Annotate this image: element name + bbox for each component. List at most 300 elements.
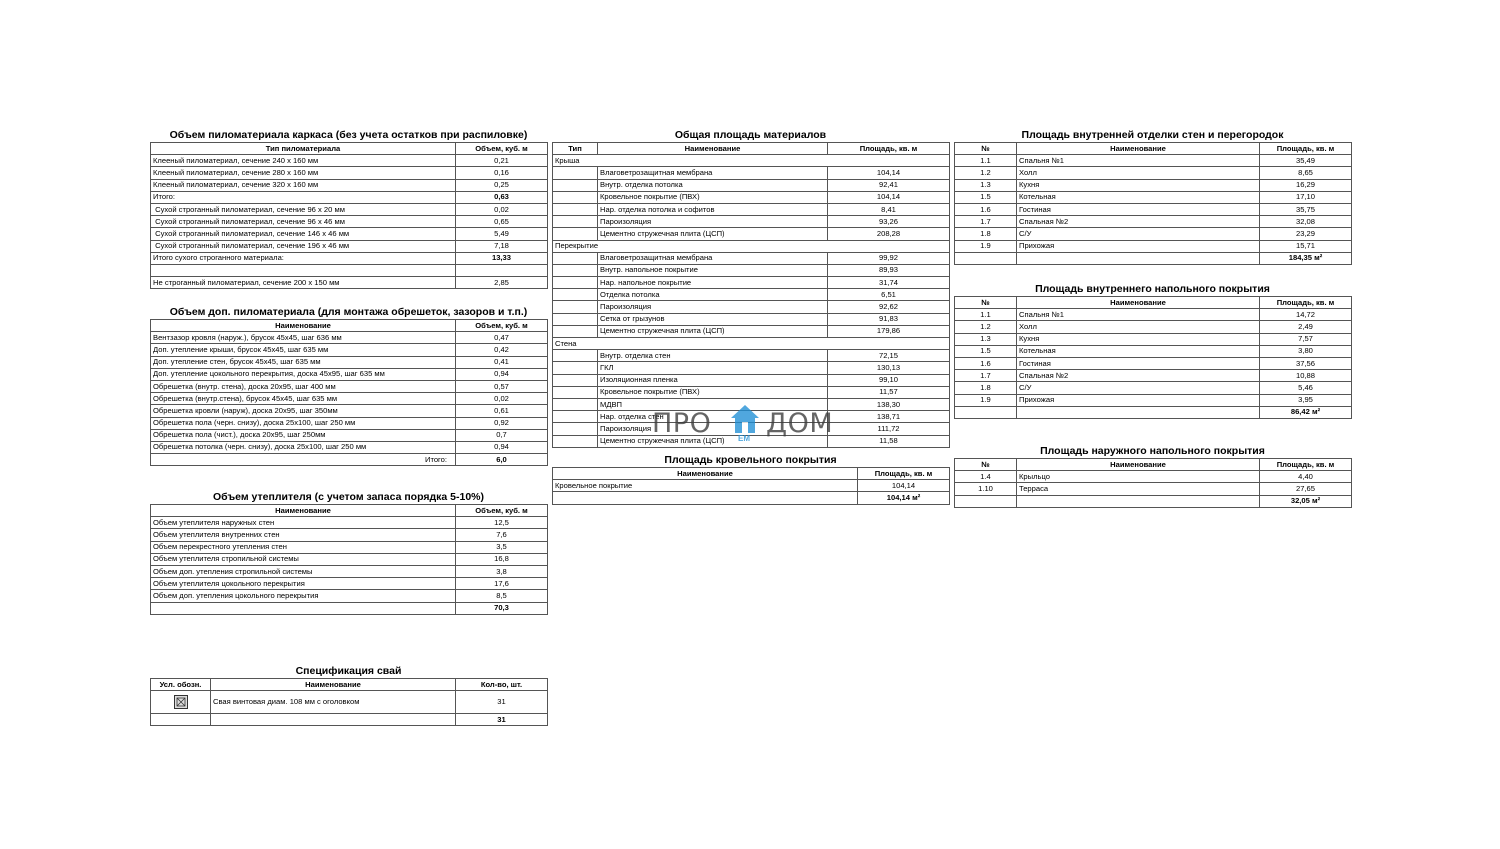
- table-cell: 3,95: [1260, 394, 1352, 406]
- table-row: [151, 405, 548, 417]
- roofing-table: [552, 467, 950, 505]
- group-label-floor: Перекрытие: [553, 240, 950, 252]
- table-row: [955, 321, 1352, 333]
- table-cell: 104,14: [828, 191, 950, 203]
- table-cell: 0,42: [456, 344, 548, 356]
- table-cell: Клееный пиломатериал, сечение 280 x 160 мм: [151, 167, 456, 179]
- table-cell: Объем перекрестного утепления стен: [151, 541, 456, 553]
- table-cell: 1.5: [955, 191, 1017, 203]
- header-number: №: [955, 459, 1017, 471]
- total-value: 184,35 м²: [1260, 252, 1352, 264]
- table-cell: 7,18: [456, 240, 548, 252]
- total-value: 86,42 м²: [1260, 406, 1352, 418]
- table-cell: 16,29: [1260, 179, 1352, 191]
- table-cell: [151, 691, 211, 714]
- table-row: [151, 277, 548, 289]
- table-cell: 15,71: [1260, 240, 1352, 252]
- table-row: [955, 203, 1352, 215]
- table-cell: 14,72: [1260, 309, 1352, 321]
- table-cell: 23,29: [1260, 228, 1352, 240]
- table-cell: Спальная №2: [1017, 216, 1260, 228]
- group-row: [553, 155, 950, 167]
- table-row: [553, 362, 950, 374]
- header-name: Наименование: [151, 505, 456, 517]
- table-cell: [553, 301, 598, 313]
- total-row: [553, 492, 950, 504]
- header-volume: Объем, куб. м: [456, 143, 548, 155]
- table-cell: Доп. утепление стен, брусок 45x45, шаг 635 мм: [151, 356, 456, 368]
- table-cell: Клееный пиломатериал, сечение 320 x 160 мм: [151, 179, 456, 191]
- table-row: [151, 167, 548, 179]
- table-cell: 13,33: [456, 252, 548, 264]
- table-cell: 1.5: [955, 345, 1017, 357]
- table-row: [955, 382, 1352, 394]
- header-name: Наименование: [211, 679, 456, 691]
- table-cell: Сетка от грызунов: [598, 313, 828, 325]
- table-row: [151, 228, 548, 240]
- watermark-sub-text: ЕМ: [738, 434, 750, 443]
- table-cell: [553, 386, 598, 398]
- table-cell: 138,30: [828, 398, 950, 410]
- table-row: [151, 332, 548, 344]
- table-cell: Сухой строганный пиломатериал, сечение 146 x 46 мм: [151, 228, 456, 240]
- table-cell: 0,16: [456, 167, 548, 179]
- table-cell: Кухня: [1017, 333, 1260, 345]
- table-row: [955, 394, 1352, 406]
- table-cell: 1.2: [955, 321, 1017, 333]
- table-row: [151, 590, 548, 602]
- group-label-wall: Стена: [553, 338, 950, 350]
- total-value: 6,0: [456, 454, 548, 466]
- header-name: Наименование: [598, 143, 828, 155]
- subtotal-row: [151, 191, 548, 203]
- table-cell: [553, 411, 598, 423]
- table-row: [553, 179, 950, 191]
- header-name: Наименование: [151, 320, 456, 332]
- header-type: Тип: [553, 143, 598, 155]
- table-cell: 7,57: [1260, 333, 1352, 345]
- table-cell: 1.2: [955, 167, 1017, 179]
- table-cell: 17,10: [1260, 191, 1352, 203]
- group-row: [553, 338, 950, 350]
- table-row: [151, 529, 548, 541]
- table-cell: Внутр. напольное покрытие: [598, 264, 828, 276]
- table-cell: 0,63: [456, 191, 548, 203]
- table-cell: 4,40: [1260, 471, 1352, 483]
- materials-section: [552, 129, 949, 448]
- table-row: [151, 155, 548, 167]
- table-cell: 1.4: [955, 471, 1017, 483]
- table-cell: Обрешетка кровли (наруж), доска 20x95, шаг 350мм: [151, 405, 456, 417]
- table-cell: [553, 435, 598, 447]
- table-cell: Холл: [1017, 167, 1260, 179]
- table-cell: Обрешетка потолка (черн. снизу), доска 25x100, шаг 250 мм: [151, 441, 456, 453]
- table-cell: [553, 277, 598, 289]
- table-cell: 0,47: [456, 332, 548, 344]
- table-cell: [553, 423, 598, 435]
- table-cell: 2,85: [456, 277, 548, 289]
- table-cell: [553, 228, 598, 240]
- table-cell: 0,92: [456, 417, 548, 429]
- table-row: [151, 356, 548, 368]
- table-cell: Холл: [1017, 321, 1260, 333]
- header-name: Наименование: [553, 468, 858, 480]
- header-volume: Объем, куб. м: [456, 320, 548, 332]
- table-cell: 0,02: [456, 393, 548, 405]
- table-row: [151, 441, 548, 453]
- pile-symbol-icon: [174, 695, 188, 709]
- table-cell: [211, 714, 456, 726]
- table-row: [955, 309, 1352, 321]
- table-cell: [955, 495, 1017, 507]
- table-cell: Обрешетка (внутр.стена), брусок 45x45, шаг 635 мм: [151, 393, 456, 405]
- table-cell: Спальная №2: [1017, 370, 1260, 382]
- table-cell: Нар. отделка потолка и софитов: [598, 203, 828, 215]
- lumber-frame-title: Объем пиломатериала каркаса (без учета остатков при распиловке): [169, 129, 528, 141]
- table-row: [151, 179, 548, 191]
- table-row: [955, 471, 1352, 483]
- table-row: [553, 216, 950, 228]
- table-row: [955, 228, 1352, 240]
- table-row: [955, 345, 1352, 357]
- table-cell: 92,62: [828, 301, 950, 313]
- table-cell: [553, 252, 598, 264]
- table-row: [151, 565, 548, 577]
- table-cell: 5,46: [1260, 382, 1352, 394]
- floor-inner-title: Площадь внутреннего напольного покрытия: [1035, 283, 1270, 295]
- table-row: [553, 350, 950, 362]
- table-cell: Спальня №1: [1017, 309, 1260, 321]
- header-lumber-type: Тип пиломатериала: [151, 143, 456, 155]
- table-row: [151, 216, 548, 228]
- table-cell: 31,74: [828, 277, 950, 289]
- total-value: 70,3: [456, 602, 548, 614]
- table-cell: Влаговетрозащитная мембрана: [598, 167, 828, 179]
- watermark-logo: [652, 404, 852, 444]
- table-row: [955, 483, 1352, 495]
- table-cell: 138,71: [828, 411, 950, 423]
- table-cell: 0,57: [456, 380, 548, 392]
- header-area: Площадь, кв. м: [858, 468, 950, 480]
- table-cell: Изоляционная пленка: [598, 374, 828, 386]
- header-row: [151, 320, 548, 332]
- table-row: [553, 325, 950, 337]
- table-cell: 0,94: [456, 368, 548, 380]
- table-cell: 1.1: [955, 309, 1017, 321]
- table-cell: [553, 289, 598, 301]
- table-cell: [553, 374, 598, 386]
- table-row: [553, 167, 950, 179]
- table-cell: 1.6: [955, 203, 1017, 215]
- table-cell: 1.8: [955, 382, 1017, 394]
- floor-inner-section: [954, 283, 1351, 419]
- table-row: [553, 203, 950, 215]
- table-cell: Доп. утепление крыши, брусок 45x45, шаг 635 мм: [151, 344, 456, 356]
- table-row: [553, 301, 950, 313]
- table-cell: 2,49: [1260, 321, 1352, 333]
- table-cell: 91,83: [828, 313, 950, 325]
- table-cell: [456, 264, 548, 276]
- table-cell: 5,49: [456, 228, 548, 240]
- table-cell: Пароизоляция: [598, 423, 828, 435]
- table-cell: Спальня №1: [1017, 155, 1260, 167]
- piles-section: [150, 665, 547, 726]
- table-cell: [553, 179, 598, 191]
- table-cell: 1.3: [955, 333, 1017, 345]
- table-cell: Нар. отделка стен: [598, 411, 828, 423]
- roofing-title: Площадь кровельного покрытия: [664, 454, 837, 466]
- header-row: [151, 505, 548, 517]
- pile-count: 31: [456, 691, 548, 714]
- table-cell: 104,14: [828, 167, 950, 179]
- table-cell: С/У: [1017, 382, 1260, 394]
- table-cell: 1.9: [955, 394, 1017, 406]
- table-cell: Гостиная: [1017, 357, 1260, 369]
- header-area: Площадь, кв. м: [1260, 297, 1352, 309]
- floor-outer-title: Площадь наружного напольного покрытия: [1040, 445, 1265, 457]
- floor-outer-table: [954, 458, 1352, 508]
- floor-outer-section: [954, 445, 1351, 508]
- table-cell: Терраса: [1017, 483, 1260, 495]
- table-cell: 130,13: [828, 362, 950, 374]
- table-cell: 1.7: [955, 370, 1017, 382]
- materials-title: Общая площадь материалов: [674, 129, 827, 141]
- table-cell: 3,8: [456, 565, 548, 577]
- table-cell: 16,8: [456, 553, 548, 565]
- header-name: Наименование: [1017, 459, 1260, 471]
- insulation-table: [150, 504, 548, 615]
- table-cell: Внутр. отделка стен: [598, 350, 828, 362]
- header-area: Площадь, кв. м: [828, 143, 950, 155]
- table-row: [955, 155, 1352, 167]
- table-row: [151, 393, 548, 405]
- table-cell: 208,28: [828, 228, 950, 240]
- header-volume: Объем, куб. м: [456, 505, 548, 517]
- table-cell: Котельная: [1017, 191, 1260, 203]
- watermark-left-text: ПРО: [652, 408, 712, 439]
- table-row: [151, 541, 548, 553]
- table-cell: 8,5: [456, 590, 548, 602]
- table-cell: [553, 350, 598, 362]
- table-cell: Объем утеплителя наружных стен: [151, 517, 456, 529]
- table-cell: Кровельное покрытие (ПВХ): [598, 386, 828, 398]
- lumber-extra-title: Объем доп. пиломатериала (для монтажа обрешеток, зазоров и т.п.): [169, 306, 528, 318]
- table-cell: Крыльцо: [1017, 471, 1260, 483]
- table-cell: 3,80: [1260, 345, 1352, 357]
- total-row: [955, 406, 1352, 418]
- table-cell: [553, 313, 598, 325]
- table-cell: Отделка потолка: [598, 289, 828, 301]
- table-cell: [553, 362, 598, 374]
- table-row: [553, 374, 950, 386]
- table-cell: 72,15: [828, 350, 950, 362]
- table-cell: Кровельное покрытие: [553, 480, 858, 492]
- table-row: [553, 480, 950, 492]
- table-cell: Клееный пиломатериал, сечение 240 x 160 мм: [151, 155, 456, 167]
- table-cell: Обрешетка пола (черн. снизу), доска 25x100, шаг 250 мм: [151, 417, 456, 429]
- table-row: [553, 289, 950, 301]
- table-row: [151, 429, 548, 441]
- table-cell: Цементно стружечная плита (ЦСП): [598, 325, 828, 337]
- total-label: Итого:: [151, 454, 456, 466]
- table-cell: [955, 252, 1017, 264]
- lumber-frame-table: [150, 142, 548, 289]
- table-cell: Прихожая: [1017, 394, 1260, 406]
- table-cell: Нар. напольное покрытие: [598, 277, 828, 289]
- table-cell: Пароизоляция: [598, 301, 828, 313]
- table-cell: Гостиная: [1017, 203, 1260, 215]
- table-cell: Объем утеплителя цокольного перекрытия: [151, 578, 456, 590]
- table-cell: 10,88: [1260, 370, 1352, 382]
- header-row: [553, 468, 950, 480]
- header-name: Наименование: [1017, 297, 1260, 309]
- table-cell: Объем утеплителя стропильной системы: [151, 553, 456, 565]
- table-cell: [553, 191, 598, 203]
- table-row: [151, 380, 548, 392]
- table-cell: ГКЛ: [598, 362, 828, 374]
- table-cell: Объем доп. утепления цокольного перекрытия: [151, 590, 456, 602]
- table-cell: Прихожая: [1017, 240, 1260, 252]
- table-cell: Сухой строганный пиломатериал, сечение 96 x 20 мм: [151, 203, 456, 215]
- total-row: [151, 602, 548, 614]
- table-cell: 1.6: [955, 357, 1017, 369]
- table-cell: Обрешетка (внутр. стена), доска 20x95, шаг 400 мм: [151, 380, 456, 392]
- header-symbol: Усл. обозн.: [151, 679, 211, 691]
- table-cell: 7,6: [456, 529, 548, 541]
- table-cell: Итого сухого строганного материала:: [151, 252, 456, 264]
- table-cell: 11,57: [828, 386, 950, 398]
- table-cell: 93,26: [828, 216, 950, 228]
- table-cell: 1.7: [955, 216, 1017, 228]
- table-row: [151, 344, 548, 356]
- group-label-roof: Крыша: [553, 155, 950, 167]
- lumber-extra-section: [150, 306, 547, 466]
- piles-table: [150, 678, 548, 726]
- empty-row: [151, 264, 548, 276]
- table-cell: 8,65: [1260, 167, 1352, 179]
- table-row: [955, 370, 1352, 382]
- table-cell: [553, 216, 598, 228]
- table-cell: С/У: [1017, 228, 1260, 240]
- table-cell: 1.9: [955, 240, 1017, 252]
- table-row: [151, 691, 548, 714]
- header-quantity: Кол-во, шт.: [456, 679, 548, 691]
- table-row: [151, 417, 548, 429]
- table-row: [955, 179, 1352, 191]
- total-row: [955, 252, 1352, 264]
- table-cell: [553, 203, 598, 215]
- table-cell: 89,93: [828, 264, 950, 276]
- pile-name: Свая винтовая диам. 108 мм с оголовком: [211, 691, 456, 714]
- lumber-extra-table: [150, 319, 548, 466]
- table-cell: Пароизоляция: [598, 216, 828, 228]
- table-row: [553, 252, 950, 264]
- table-cell: Итого:: [151, 191, 456, 203]
- table-cell: 99,92: [828, 252, 950, 264]
- table-cell: МДВП: [598, 398, 828, 410]
- table-cell: Доп. утепление цокольного перекрытия, доска 45x95, шаг 635 мм: [151, 368, 456, 380]
- table-row: [553, 386, 950, 398]
- table-row: [151, 203, 548, 215]
- total-row: [151, 714, 548, 726]
- lumber-frame-section: [150, 129, 547, 289]
- table-cell: Цементно стружечная плита (ЦСП): [598, 435, 828, 447]
- table-row: [151, 517, 548, 529]
- table-row: [151, 578, 548, 590]
- table-cell: 3,5: [456, 541, 548, 553]
- watermark-right-text: ДОМ: [766, 408, 834, 439]
- table-cell: Объем утеплителя внутренних стен: [151, 529, 456, 541]
- table-row: [955, 191, 1352, 203]
- table-cell: [151, 264, 456, 276]
- header-number: №: [955, 143, 1017, 155]
- table-cell: Не строганный пиломатериал, сечение 200 x 150 мм: [151, 277, 456, 289]
- table-cell: 1.8: [955, 228, 1017, 240]
- header-row: [955, 297, 1352, 309]
- table-cell: 0,41: [456, 356, 548, 368]
- total-value: 32,05 м²: [1260, 495, 1352, 507]
- table-cell: Кухня: [1017, 179, 1260, 191]
- table-cell: Сухой строганный пиломатериал, сечение 96 x 46 мм: [151, 216, 456, 228]
- table-cell: [553, 398, 598, 410]
- insulation-section: [150, 491, 547, 615]
- table-cell: 35,49: [1260, 155, 1352, 167]
- piles-title: Спецификация свай: [295, 665, 402, 677]
- table-cell: 11,58: [828, 435, 950, 447]
- header-row: [955, 459, 1352, 471]
- table-cell: 111,72: [828, 423, 950, 435]
- table-row: [955, 240, 1352, 252]
- table-cell: [955, 406, 1017, 418]
- table-cell: 12,5: [456, 517, 548, 529]
- table-cell: 1.10: [955, 483, 1017, 495]
- table-cell: 0,94: [456, 441, 548, 453]
- header-row: [151, 143, 548, 155]
- table-cell: 37,56: [1260, 357, 1352, 369]
- total-value: 104,14 м²: [858, 492, 950, 504]
- house-logo-icon: [730, 404, 760, 434]
- table-cell: 17,6: [456, 578, 548, 590]
- table-cell: 32,08: [1260, 216, 1352, 228]
- wall-finish-section: [954, 129, 1351, 265]
- group-row: [553, 240, 950, 252]
- materials-table: [552, 142, 950, 448]
- table-cell: 0,02: [456, 203, 548, 215]
- table-cell: [1017, 495, 1260, 507]
- table-cell: 35,75: [1260, 203, 1352, 215]
- table-cell: 92,41: [828, 179, 950, 191]
- table-cell: [553, 264, 598, 276]
- table-cell: Сухой строганный пиломатериал, сечение 196 x 46 мм: [151, 240, 456, 252]
- table-cell: 104,14: [858, 480, 950, 492]
- roofing-section: [552, 454, 949, 505]
- table-cell: 0,61: [456, 405, 548, 417]
- table-cell: Вентзазор кровля (наруж.), брусок 45x45, шаг 636 мм: [151, 332, 456, 344]
- table-cell: 0,25: [456, 179, 548, 191]
- subtotal-row: [151, 252, 548, 264]
- table-row: [955, 167, 1352, 179]
- header-number: №: [955, 297, 1017, 309]
- table-row: [553, 191, 950, 203]
- table-row: [955, 216, 1352, 228]
- table-cell: 0,65: [456, 216, 548, 228]
- table-cell: Объем доп. утепления стропильной системы: [151, 565, 456, 577]
- total-row: [955, 495, 1352, 507]
- table-cell: 1.1: [955, 155, 1017, 167]
- table-cell: [151, 714, 211, 726]
- header-row: [151, 679, 548, 691]
- table-row: [151, 368, 548, 380]
